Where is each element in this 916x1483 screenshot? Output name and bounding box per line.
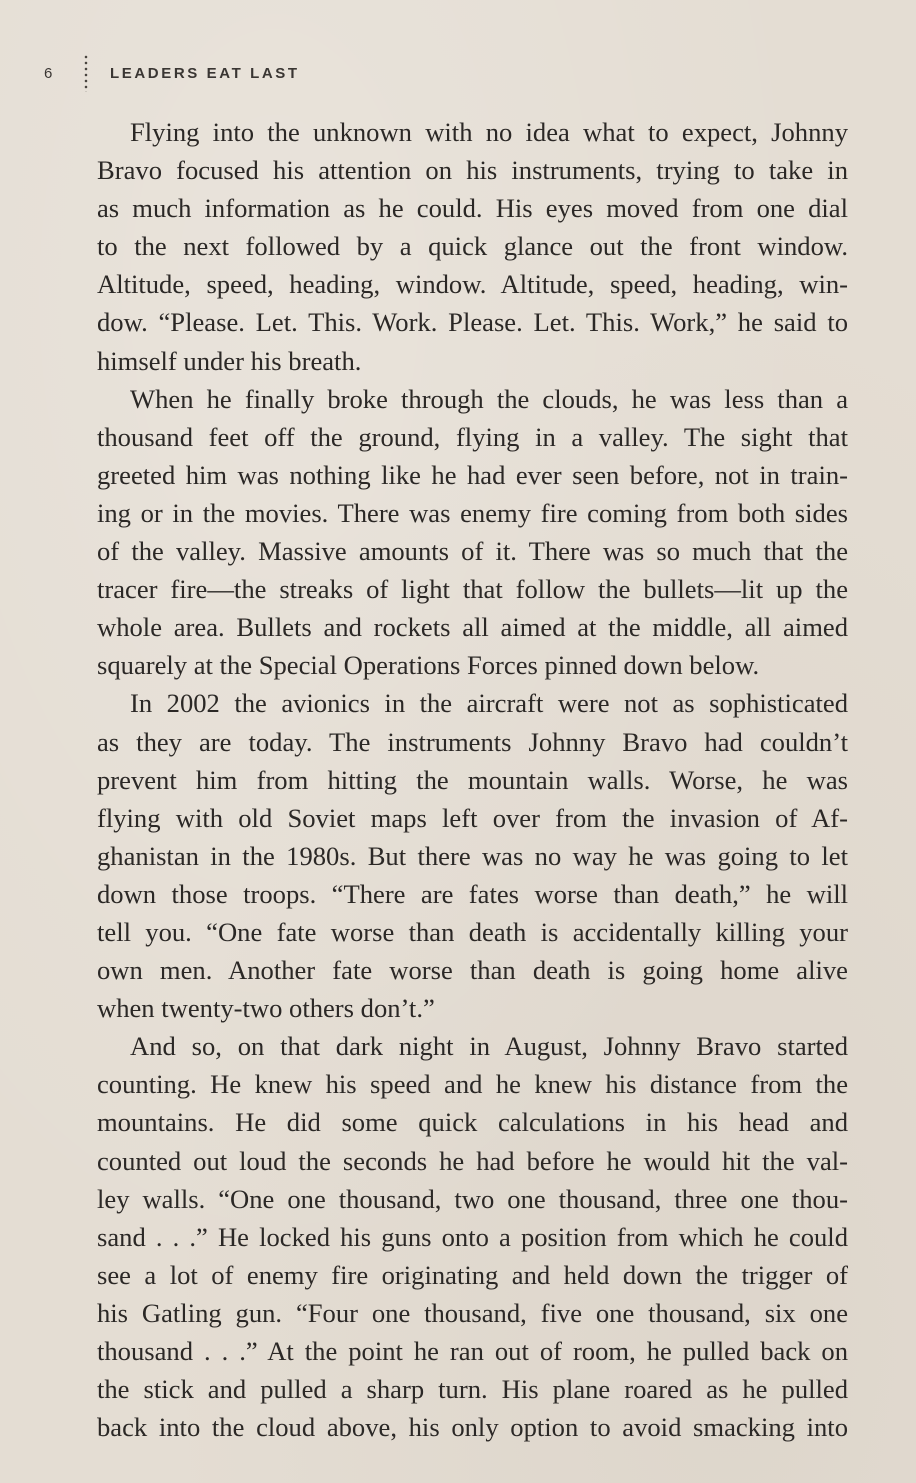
text-line: down those troops. “There are fates worse than death,” he will	[97, 878, 848, 909]
text-line: when twenty-two others don’t.”	[97, 993, 435, 1024]
body-text	[97, 113, 848, 1446]
text-line: to the next followed by a quick glance out the front window.	[97, 231, 848, 262]
text-line: sand . . .” He locked his guns onto a position from which he could	[97, 1221, 848, 1252]
text-line: thousand feet off the ground, flying in a valley. The sight that	[97, 421, 848, 452]
text-line: see a lot of enemy fire originating and held down the trigger of	[97, 1259, 848, 1290]
paragraph	[97, 1027, 848, 1446]
text-line: Altitude, speed, heading, window. Altitude, speed, heading, win-	[97, 269, 848, 300]
text-line: counting. He knew his speed and he knew his distance from the	[97, 1069, 848, 1100]
paragraph	[97, 684, 848, 1027]
text-line: ing or in the movies. There was enemy fire coming from both sides	[97, 497, 848, 528]
text-line: tell you. “One fate worse than death is accidentally killing your	[97, 916, 848, 947]
dotted-divider	[84, 54, 88, 92]
text-line: of the valley. Massive amounts of it. There was so much that the	[97, 536, 848, 567]
paragraph	[97, 113, 848, 380]
text-line: whole area. Bullets and rockets all aimed at the middle, all aimed	[97, 612, 848, 643]
text-line: dow. “Please. Let. This. Work. Please. Let. This. Work,” he said to	[97, 307, 848, 338]
text-line: Flying into the unknown with no idea what to expect, Johnny	[130, 117, 848, 147]
text-line: mountains. He did some quick calculations in his head and	[97, 1107, 848, 1138]
text-line: tracer fire—the streaks of light that follow the bullets—lit up the	[97, 574, 848, 605]
running-head	[44, 58, 300, 88]
text-line: back into the cloud above, his only option to avoid smacking into	[97, 1412, 848, 1443]
text-line: thousand . . .” At the point he ran out of room, he pulled back on	[97, 1336, 848, 1366]
text-line: as much information as he could. His eyes moved from one dial	[97, 193, 848, 224]
text-line: counted out loud the seconds he had before he would hit the val-	[97, 1145, 848, 1176]
text-line: flying with old Soviet maps left over from the invasion of Af-	[97, 802, 848, 833]
text-line: own men. Another fate worse than death is going home alive	[97, 955, 848, 986]
text-line: as they are today. The instruments Johnny Bravo had couldn’t	[97, 726, 848, 757]
text-line: his Gatling gun. “Four one thousand, five one thousand, six one	[97, 1297, 848, 1328]
text-line: Bravo focused his attention on his instruments, trying to take in	[97, 155, 848, 186]
text-line: squarely at the Special Operations Forces pinned down below.	[97, 650, 760, 681]
text-line: ghanistan in the 1980s. But there was no way he was going to let	[97, 840, 848, 871]
text-line: himself under his breath.	[97, 345, 362, 376]
text-line: ley walls. “One one thousand, two one thousand, three one thou-	[97, 1183, 848, 1214]
text-line: In 2002 the avionics in the aircraft were not as sophisticated	[130, 688, 848, 719]
text-line: When he finally broke through the clouds, he was less than a	[130, 383, 848, 414]
page-number: 6	[44, 64, 53, 82]
text-line: the stick and pulled a sharp turn. His plane roared as he pulled	[97, 1374, 848, 1405]
text-line: greeted him was nothing like he had ever seen before, not in train-	[97, 459, 848, 490]
text-line: prevent him from hitting the mountain walls. Worse, he was	[97, 764, 848, 795]
book-title: LEADERS EAT LAST	[110, 64, 300, 82]
paragraph	[97, 380, 848, 685]
text-line: And so, on that dark night in August, Johnny Bravo started	[130, 1031, 848, 1062]
